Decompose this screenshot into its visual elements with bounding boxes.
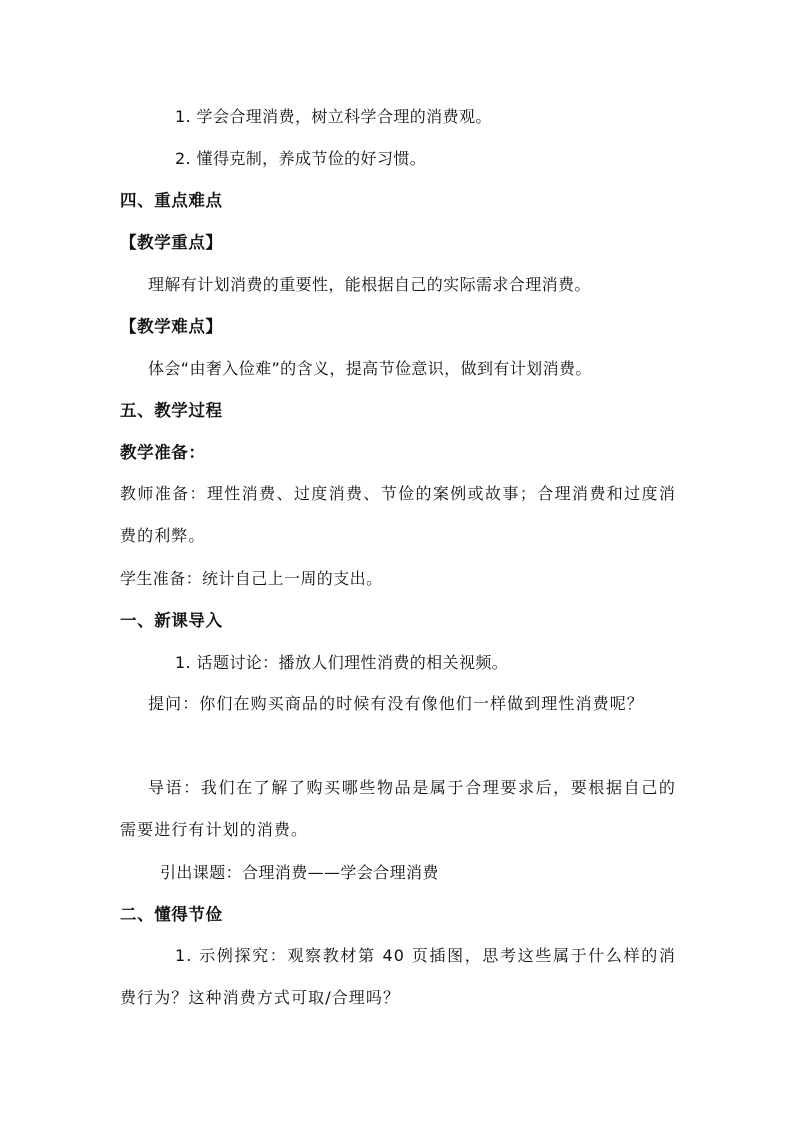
teacher-preparation: 教师准备：理性消费、过度消费、节俭的案例或故事；合理消费和过度消费的利弊。	[120, 484, 676, 545]
difficulty-text: 体会“由奢入俭难”的含义，提高节俭意识，做到有计划消费。	[148, 359, 592, 378]
introduction-text: 导语：我们在了解了购买哪些物品是属于合理要求后，要根据自己的需要进行有计划的消费。	[120, 778, 676, 839]
difficulty-label: 【教学难点】	[120, 317, 223, 336]
section-heading-process: 五、教学过程	[120, 401, 223, 420]
key-point-text: 理解有计划消费的重要性，能根据自己的实际需求合理消费。	[148, 275, 591, 294]
lesson-title-text: 引出课题：合理消费——学会合理消费	[160, 863, 439, 882]
key-point-label: 【教学重点】	[120, 233, 223, 252]
example-exploration: 1. 示例探究：观察教材第 40 页插图，思考这些属于什么样的消费行为？这种消费方式可取/合理吗？	[120, 946, 676, 1007]
objective-item-2: 2. 懂得克制，养成节俭的好习惯。	[175, 149, 427, 168]
question-text: 提问：你们在购买商品的时候有没有像他们一样做到理性消费呢？	[148, 694, 644, 713]
part-heading-introduction: 一、新课导入	[120, 611, 223, 630]
objective-item-1: 1. 学会合理消费，树立科学合理的消费观。	[175, 107, 492, 126]
student-preparation: 学生准备：统计自己上一周的支出。	[120, 569, 383, 588]
preparation-label: 教学准备：	[120, 443, 206, 462]
section-heading-key-points: 四、重点难点	[120, 191, 223, 210]
topic-discussion: 1. 话题讨论：播放人们理性消费的相关视频。	[175, 653, 509, 672]
part-heading-frugality: 二、懂得节俭	[120, 905, 223, 924]
